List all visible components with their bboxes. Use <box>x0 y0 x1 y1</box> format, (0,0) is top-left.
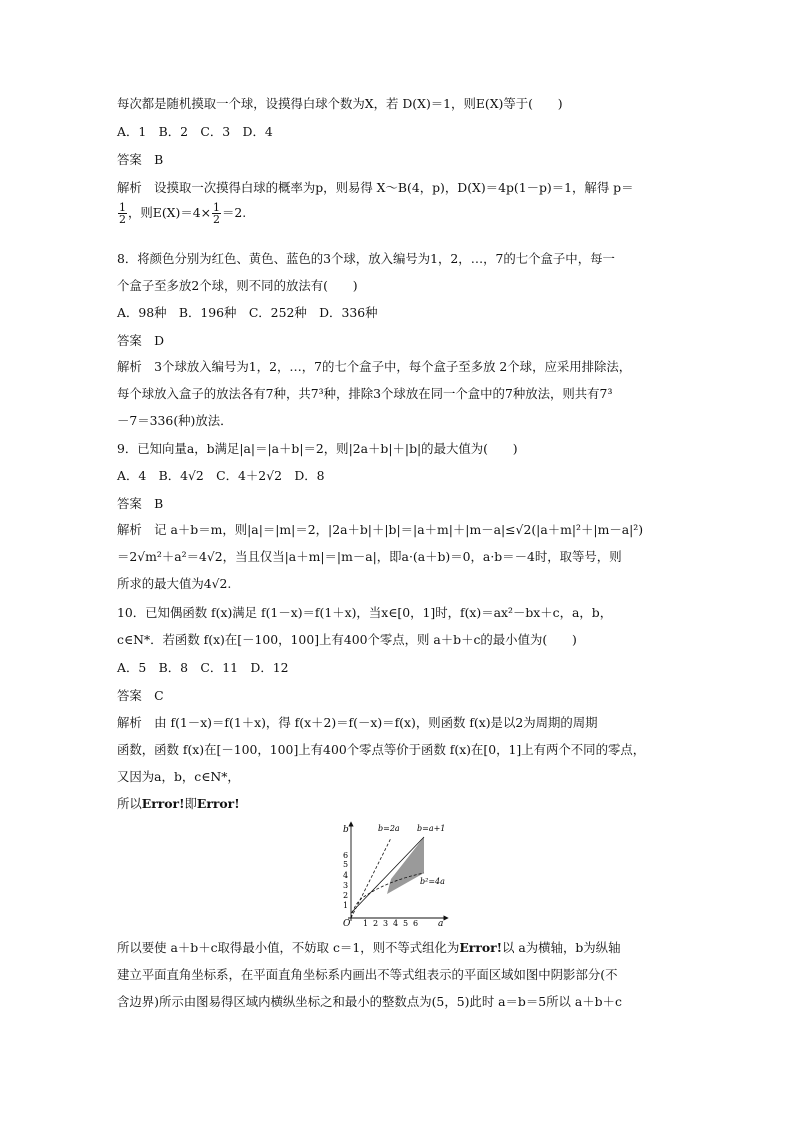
analysis-q8-line-2: 每个球放入盒子的放法各有7种，共7³种，排除3个球放在同一个盒中的7种放法，则共有7³ <box>117 386 613 401</box>
analysis-q10-line-5: 所以要使 a＋b＋c取得最小值，不妨取 c＝1，则不等式组化为Error!以 a为横轴，b为纵轴 <box>117 940 621 955</box>
analysis-q10-line-3: 又因为a，b，c∈N*， <box>117 769 240 784</box>
shaded-region <box>387 837 424 894</box>
x-tick-6: 6 <box>413 919 419 928</box>
options-q7: A．1 B．2 C．3 D．4 <box>117 124 273 139</box>
options-q9: A．4 B．4√2 C．4＋2√2 D．8 <box>117 468 325 483</box>
y-tick-6: 6 <box>343 851 349 860</box>
question-9: 9．已知向量a，b满足|a|＝|a＋b|＝2，则|2a＋b|＋|b|的最大值为( ) <box>117 441 518 456</box>
label-b-a-plus-1: b=a+1 <box>417 824 446 833</box>
analysis-q7-line-1: 解析 设摸取一次摸得白球的概率为p，则易得 X～B(4，p)，D(X)＝4p(1－p)＝1，解得 p＝ <box>117 180 634 195</box>
question-10-line-1: 10．已知偶函数 f(x)满足 f(1－x)＝f(1＋x)，当x∈[0，1]时，f(x)＝ax²－bx＋c，a，b， <box>117 605 613 620</box>
options-q10: A．5 B．8 C．11 D．12 <box>117 660 289 675</box>
y-tick-5: 5 <box>343 860 349 869</box>
analysis-q8-line-1: 解析 3个球放入编号为1，2，…，7的七个盒子中，每个盒子至多放 2个球，应采用排除法， <box>117 359 632 374</box>
origin-label: O <box>343 919 351 929</box>
x-tick-4: 4 <box>393 919 399 928</box>
region-figure <box>330 818 460 930</box>
analysis-q10-line-6: 建立平面直角坐标系，在平面直角坐标系内画出不等式组表示的平面区域如图中阴影部分(不 <box>117 967 618 982</box>
analysis-q10-line-4: 所以Error!即Error! <box>117 796 240 811</box>
label-b-2a: b=2a <box>378 824 400 833</box>
answer-q8: 答案 D <box>117 333 165 348</box>
axis-label-b: b <box>343 825 349 835</box>
analysis-q10-line-2: 函数，函数 f(x)在[－100，100]上有400个零点等价于函数 f(x)在[0，1]上有两个不同的零点， <box>117 742 646 757</box>
question-10-line-2: c∈N*．若函数 f(x)在[－100，100]上有400个零点，则 a＋b＋c的最小值为( ) <box>117 632 577 647</box>
x-tick-3: 3 <box>383 919 389 928</box>
y-tick-3: 3 <box>343 881 349 890</box>
axis-label-a: a <box>438 919 444 929</box>
x-tick-5: 5 <box>403 919 409 928</box>
analysis-q10-line-1: 解析 由 f(1－x)＝f(1＋x)，得 f(x＋2)＝f(－x)＝f(x)，则函数 f(x)是以2为周期的周期 <box>117 715 598 730</box>
label-b2-4a: b²=4a <box>420 877 445 886</box>
answer-q10: 答案 C <box>117 688 164 703</box>
analysis-q9-line-1: 解析 记 a＋b＝m，则|a|＝|m|＝2，|2a＋b|＋|b|＝|a＋m|＋|m－a|≤√2(|a＋m|²＋|m－a|²) <box>117 522 644 537</box>
y-tick-4: 4 <box>343 871 349 880</box>
fraction-half: $\frac{1}{2}$ <box>119 201 126 226</box>
x-tick-1: 1 <box>363 919 369 928</box>
text-line-1: 每次都是随机摸取一个球，设摸得白球个数为X，若 D(X)＝1，则E(X)等于( ) <box>117 96 563 111</box>
x-tick-2: 2 <box>373 919 379 928</box>
analysis-q8-line-3: －7＝336(种)放法． <box>117 413 233 428</box>
y-tick-1: 1 <box>343 901 349 910</box>
fraction-half-2: $\frac{1}{2}$ <box>212 201 220 226</box>
options-q8: A．98种 B．196种 C．252种 D．336种 <box>117 305 378 320</box>
answer-q9: 答案 B <box>117 496 164 511</box>
question-8-line-1: 8．将颜色分别为红色、黄色、蓝色的3个球，放入编号为1，2，…，7的七个盒子中，每一 <box>117 251 615 266</box>
analysis-q9-line-3: 所求的最大值为4√2. <box>117 576 232 591</box>
analysis-q7-line-2: $\frac{1}{2}$ ，则E(X)＝4× $\frac{1}{2}$ ＝2. <box>119 201 247 226</box>
y-tick-2: 2 <box>343 891 349 900</box>
question-8-line-2: 个盒子至多放2个球，则不同的放法有( ) <box>117 278 358 293</box>
analysis-q10-line-7: 含边界)所示由图易得区域内横纵坐标之和最小的整数点为(5，5)此时 a＝b＝5所以 a＋b＋c <box>117 994 622 1009</box>
analysis-q9-line-2: ＝2√m²＋a²＝4√2，当且仅当|a＋m|＝|m－a|，即a·(a＋b)＝0，a·b＝－4时，取等号，则 <box>117 549 622 564</box>
answer-q7: 答案 B <box>117 152 164 167</box>
